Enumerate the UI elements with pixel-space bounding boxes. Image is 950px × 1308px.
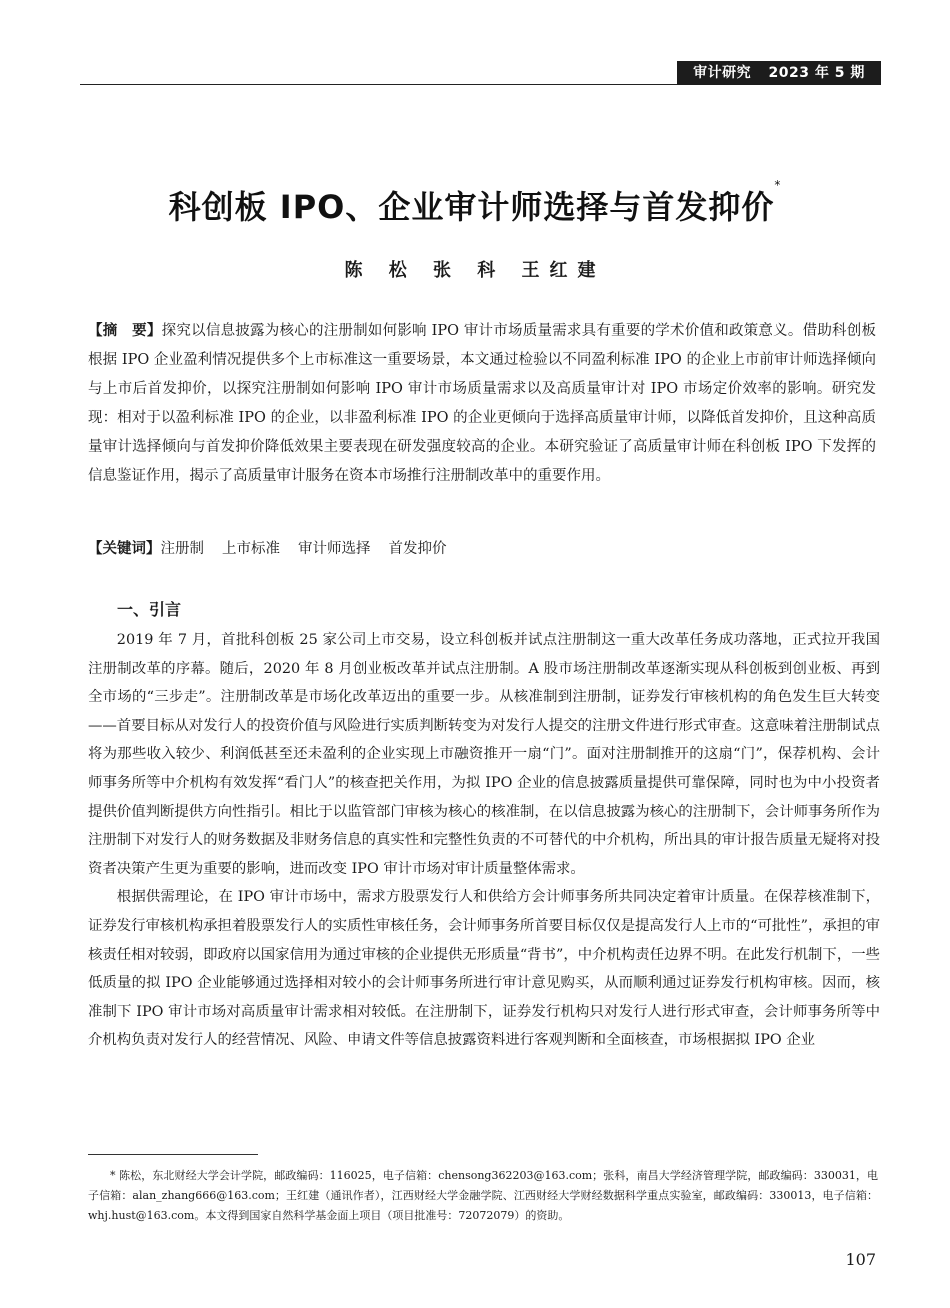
- abstract: [88, 317, 876, 491]
- abstract-label: 【摘 要】: [88, 323, 162, 339]
- page-number: 107: [845, 1250, 876, 1269]
- keywords: [88, 535, 876, 564]
- keyword: 首发抑价: [388, 541, 447, 557]
- abstract-text: 探究以信息披露为核心的注册制如何影响 IPO 审计市场质量需求具有重要的学术价值和政策意义。借助科创板根据 IPO 企业盈利情况提供多个上市标准这一重要场景，本文通过检验以不同盈利标准 IPO 的企业上市前审计师选择倾向与上市后首发抑价，以探究注册制如何影响 IPO 审计市场质量需求以及高质量审计对 IPO 市场定价效率的影响。研究发现：相对于以盈利标准 IPO 的企业，以非盈利标准 IPO 的企业更倾向于选择高质量审计师，以降低首发抑价，且这种高质量审计选择倾向与首发抑价降低效果主要表现在研发强度较高的企业。本研究验证了高质量审计师在科创板 IPO 下发挥的信息鉴证作用，揭示了高质量审计服务在资本市场推行注册制改革中的重要作用。: [88, 323, 877, 484]
- keyword: 审计师选择: [298, 541, 371, 557]
- journal-name: 审计研究: [693, 65, 752, 81]
- article-title-text: 科创板 IPO、企业审计师选择与首发抑价: [168, 188, 775, 226]
- body-text: [88, 626, 880, 1055]
- article-title: [0, 178, 950, 228]
- paragraph: 2019 年 7 月，首批科创板 25 家公司上市交易，设立科创板并试点注册制这一重大改革任务成功落地，正式拉开我国注册制改革的序幕。随后，2020 年 8 月创业板改革并试点注册制。A 股市场注册制改革逐渐实现从科创板到创业板、再到全市场的“三步走”。注册制改革是市场化改革迈出的重要一步。从核准制到注册制，证券发行审核机构的角色发生巨大转变——首要目标从对发行人的投资价值与风险进行实质判断转变为对发行人提交的注册文件进行形式审查。这意味着注册制试点将为那些收入较少、利润低甚至还未盈利的企业实现上市融资推开一扇“门”。面对注册制推开的这扇“门”，保荐机构、会计师事务所等中介机构有效发挥“看门人”的核查把关作用，为拟 IPO 企业的信息披露质量提供可靠保障，同时也为中小投资者提供价值判断提供方向性指引。相比于以监管部门审核为核心的核准制，在以信息披露为核心的注册制下，会计师事务所作为注册制下对发行人的财务数据及非财务信息的真实性和完整性负责的不可替代的中介机构，所出具的审计报告质量无疑将对投资者决策产生更为重要的影响，进而改变 IPO 审计市场对审计质量整体需求。: [88, 632, 880, 877]
- title-footnote-mark: *: [774, 178, 782, 192]
- footnote-rule: [88, 1154, 258, 1155]
- footnote: * 陈松，东北财经大学会计学院，邮政编码：116025，电子信箱：chensong362203@163.com；张科，南昌大学经济管理学院，邮政编码：330031，电子信箱：alan_zhang666@163.com；王红建（通讯作者），江西财经大学金融学院、江西财经大学财经数据科学重点实验室，邮政编码：330013，电子信箱：whj.hust@163.com。本文得到国家自然科学基金面上项目（项目批准号：72072079）的资助。: [88, 1169, 878, 1222]
- journal-badge: [677, 61, 881, 85]
- article-authors: 陈 松 张 科 王红建: [344, 260, 606, 281]
- keyword: 注册制: [160, 541, 204, 557]
- keywords-label: 【关键词】: [88, 541, 161, 557]
- paragraph: 根据供需理论，在 IPO 审计市场中，需求方股票发行人和供给方会计师事务所共同决定着审计质量。在保荐核准制下，证券发行审核机构承担着股票发行人的实质性审核任务，会计师事务所首要目标仅仅是提高发行人上市的“可批性”，承担的审核责任相对较弱，即政府以国家信用为通过审核的企业提供无形质量“背书”，中介机构责任边界不明。在此发行机制下，一些低质量的拟 IPO 企业能够通过选择相对较小的会计师事务所进行审计意见购买，从而顺利通过证券发行机构审核。因而，核准制下 IPO 审计市场对高质量审计需求相对较低。在注册制下，证券发行机构只对发行人进行形式审查，会计师事务所等中介机构负责对发行人的经营情况、风险、申请文件等信息披露资料进行客观判断和全面核查，市场根据拟 IPO 企业: [88, 889, 880, 1049]
- keyword: 上市标准: [222, 541, 280, 557]
- section-heading: 一、引言: [117, 600, 182, 619]
- journal-issue: 2023 年 5 期: [768, 65, 865, 81]
